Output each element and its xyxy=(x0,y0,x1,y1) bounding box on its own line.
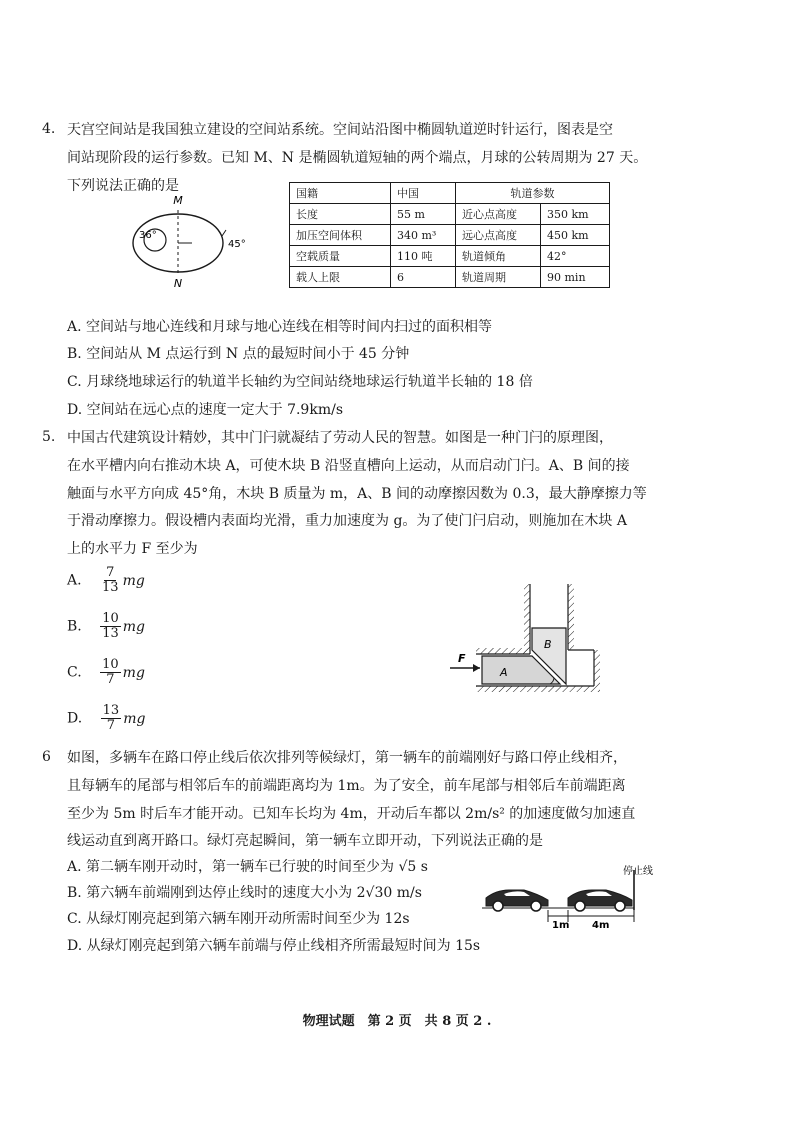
q6-stem-line-3: 至少为 5m 时后车才能开动。已知车长均为 4m，开动后车都以 2m/s² 的加速度做匀加速直 xyxy=(67,806,636,822)
table-cell: 中国 xyxy=(391,183,456,204)
table-row xyxy=(290,246,610,267)
fraction xyxy=(100,566,121,595)
table-row xyxy=(290,183,610,204)
table-row xyxy=(290,225,610,246)
left-groove-wall xyxy=(524,584,530,654)
q4-stem-line-1: 天宫空间站是我国独立建设的空间站系统。空间站沿图中椭圆轨道逆时针运行，图表是空 xyxy=(67,122,613,138)
fraction-numerator: 13 xyxy=(102,703,120,718)
q6-cars-diagram xyxy=(476,860,670,932)
q4-option-b[interactable]: B. 空间站从 M 点运行到 N 点的最短时间小于 45 分钟 xyxy=(67,346,410,362)
fraction-denominator: 13 xyxy=(102,626,119,641)
unit-mg: mg xyxy=(122,618,145,635)
force-arrowhead-icon xyxy=(473,664,480,672)
q4-stem-line-3: 下列说法正确的是 xyxy=(67,178,179,194)
q6-option-c[interactable]: C. 从绿灯刚亮起到第六辆车刚开动所需时间至少为 12s xyxy=(67,911,410,927)
bottom-horizontal-wall xyxy=(476,686,594,692)
table-cell: 55 m xyxy=(391,204,456,225)
right-groove-wall xyxy=(568,584,574,650)
fraction xyxy=(100,612,121,641)
page-footer: 物理试题 第 2 页 共 8 页 2 . xyxy=(302,1014,492,1029)
q5-stem-line-1: 中国古代建筑设计精妙，其中门闩就凝结了劳动人民的智慧。如图是一种门闩的原理图， xyxy=(67,430,613,446)
table-cell: 国籍 xyxy=(290,183,391,204)
q5-stem-line-3: 触面与水平方向成 45°角，木块 B 质量为 m，A、B 间的动摩擦因数为 0.3，最大静摩擦力等 xyxy=(67,486,647,502)
q6-option-d[interactable]: D. 从绿灯刚亮起到第六辆车前端与停止线相齐所需最短时间为 15s xyxy=(67,938,481,954)
q4-orbit-diagram xyxy=(128,192,258,290)
table-cell: 远心点高度 xyxy=(456,225,541,246)
option-label: C. xyxy=(67,664,82,681)
label-stop-line: 停止线 xyxy=(623,866,653,877)
q5-option-a[interactable] xyxy=(67,566,145,595)
unit-mg: mg xyxy=(123,710,146,727)
table-cell: 350 km xyxy=(541,204,610,225)
option-label: D. xyxy=(67,710,83,727)
table-cell: 轨道倾角 xyxy=(456,246,541,267)
q6-option-b[interactable]: B. 第六辆车前端刚到达停止线时的速度大小为 2√30 m/s xyxy=(67,885,422,901)
label-b: B xyxy=(544,638,552,651)
fraction xyxy=(100,658,121,687)
label-a: A xyxy=(500,666,508,679)
q6-number: 6 xyxy=(42,749,51,765)
fraction-denominator: 7 xyxy=(106,672,115,687)
q5-stem-line-2: 在水平槽内向右推动木块 A，可使木块 B 沿竖直槽向上运动，从而启动门闩。A、B 间的接 xyxy=(67,458,630,474)
table-cell: 6 xyxy=(391,267,456,288)
table-cell: 轨道参数 xyxy=(456,183,610,204)
fraction-denominator: 7 xyxy=(106,718,116,733)
table-row xyxy=(290,204,610,225)
wheel-icon xyxy=(615,901,625,911)
end-wall xyxy=(594,650,600,692)
unit-mg: mg xyxy=(122,572,145,589)
label-f: F xyxy=(458,652,466,665)
fraction xyxy=(101,704,122,733)
table-cell: 42° xyxy=(541,246,610,267)
table-row xyxy=(290,267,610,288)
direction-arrow-icon xyxy=(218,230,226,236)
table-cell: 340 m³ xyxy=(391,225,456,246)
table-cell: 450 km xyxy=(541,225,610,246)
q4-parameter-table xyxy=(289,182,610,288)
label-n: N xyxy=(173,277,183,290)
q6-stem-line-4: 线运动直到离开路口。绿灯亮起瞬间，第一辆车立即开动，下列说法正确的是 xyxy=(67,833,543,849)
label-m: M xyxy=(173,194,183,207)
q4-stem-line-2: 间站现阶段的运行参数。已知 M、N 是椭圆轨道短轴的两个端点，月球的公转周期为 27 天。 xyxy=(67,150,648,166)
option-label: B. xyxy=(67,618,82,635)
q5-stem-line-5: 上的水平力 F 至少为 xyxy=(67,541,198,557)
label-right-angle: 45° xyxy=(228,239,246,250)
label-gap: 1m xyxy=(552,920,570,931)
top-horizontal-wall xyxy=(476,648,530,654)
unit-mg: mg xyxy=(122,664,145,681)
wheel-icon xyxy=(493,901,503,911)
q6-stem-line-1: 如图，多辆车在路口停止线后依次排列等候绿灯，第一辆车的前端刚好与路口停止线相齐， xyxy=(67,750,627,766)
option-label: A. xyxy=(67,572,82,589)
q6-option-a[interactable]: A. 第二辆车刚开动时，第一辆车已行驶的时间至少为 √5 s xyxy=(67,859,428,875)
q4-number: 4. xyxy=(42,121,56,137)
fraction-denominator: 13 xyxy=(102,580,119,595)
table-cell: 长度 xyxy=(290,204,391,225)
fraction-numerator: 10 xyxy=(102,611,119,626)
q5-option-b[interactable] xyxy=(67,612,145,641)
label-car-length: 4m xyxy=(592,920,610,931)
table-cell: 近心点高度 xyxy=(456,204,541,225)
q5-stem-line-4: 于滑动摩擦力。假设槽内表面均光滑，重力加速度为 g。为了使门闩启动，则施加在木块 A xyxy=(67,513,627,529)
q4-option-a[interactable]: A. 空间站与地心连线和月球与地心连线在相等时间内扫过的面积相等 xyxy=(67,319,493,335)
table-cell: 空载质量 xyxy=(290,246,391,267)
q5-number: 5. xyxy=(42,429,56,445)
wheel-icon xyxy=(531,901,541,911)
table-cell: 加压空间体积 xyxy=(290,225,391,246)
q6-stem-line-2: 且每辆车的尾部与相邻后车的前端距离均为 1m。为了安全，前车尾部与相邻后车前端距离 xyxy=(67,778,626,794)
fraction-numerator: 10 xyxy=(102,657,119,672)
label-left-angle: 36° xyxy=(139,230,157,241)
table-cell: 载人上限 xyxy=(290,267,391,288)
q5-option-d[interactable] xyxy=(67,704,145,733)
table-cell: 轨道周期 xyxy=(456,267,541,288)
wheel-icon xyxy=(575,901,585,911)
table-cell: 90 min xyxy=(541,267,610,288)
table-cell: 110 吨 xyxy=(391,246,456,267)
q4-option-c[interactable]: C. 月球绕地球运行的轨道半长轴约为空间站绕地球运行轨道半长轴的 18 倍 xyxy=(67,374,533,390)
fraction-numerator: 7 xyxy=(106,565,115,580)
q5-option-c[interactable] xyxy=(67,658,145,687)
q4-option-d[interactable]: D. 空间站在远心点的速度一定大于 7.9km/s xyxy=(67,402,344,418)
q5-latch-diagram xyxy=(446,582,606,696)
